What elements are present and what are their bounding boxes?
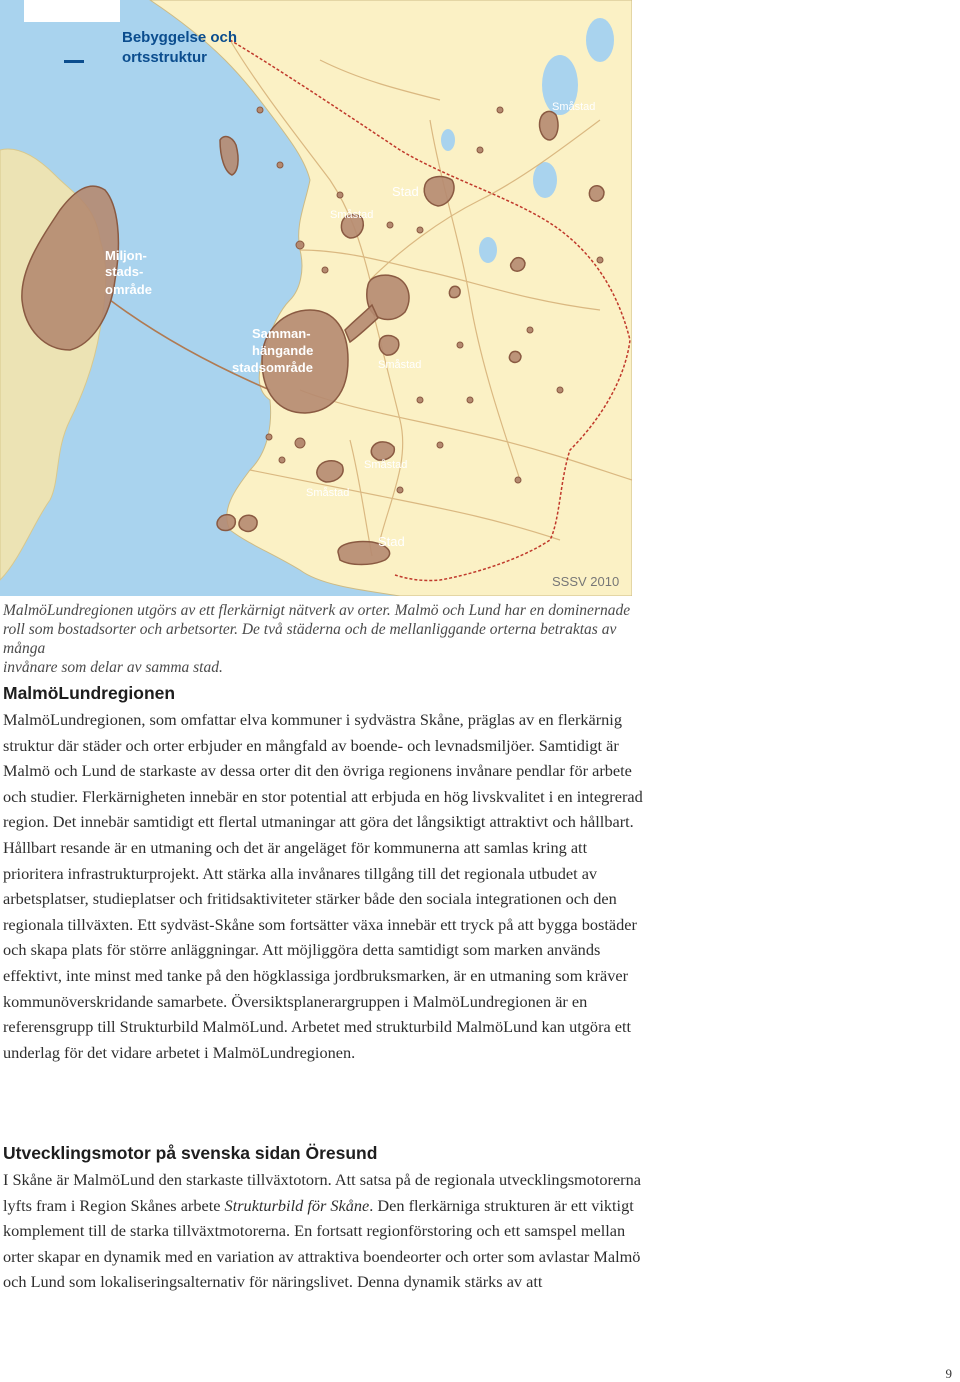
map-lake [479,237,497,263]
label-smastad: Småstad [378,359,422,371]
label-stad: Stad [392,184,419,199]
label-smastad: Småstad [330,209,374,221]
page-number: 9 [945,1366,952,1381]
urban-small-e [589,186,604,201]
label-miljonstadsomrade: område [105,282,152,297]
urban-small-s [239,515,257,531]
label-sammanhangande: Samman- [252,326,311,341]
urban-small-sw [217,515,235,531]
body-text-italic: Strukturbild för Skåne [224,1195,370,1215]
label-smastad: Småstad [306,487,350,499]
label-miljonstadsomrade: Miljon- [105,248,147,263]
urban-small-se [509,351,521,362]
label-stad: Stad [378,534,405,549]
section-heading-utvecklingsmotor: Utvecklingsmotor på svenska sidan Öresund [3,1143,378,1163]
map-legend-line [64,60,84,63]
body-text-part: . Den flerkärniga strukturen är ett viktigt komplement till de starka tillväxtmotorerna. En fortsatt regionförstoring och ett samspel mellan orter skapar en dynamik med en variation av attraktiva boendeorter och orter som avlastar Malmö och Lund som lokaliseringsalternativ för näringslivet. Denna dynamik stärks av att [3,1195,641,1292]
legend-title: Bebyggelse och [122,29,238,46]
label-smastad: Småstad [552,101,596,113]
caption-line: roll som bostadsorter och arbetsorter. De två städerna och de mellanliggande orterna betraktas av många [3,621,617,657]
map-caption [3,601,643,677]
label-sammanhangande: stadsområde [232,360,313,375]
map-legend-box [24,0,120,22]
urban-small-center2 [449,286,460,297]
caption-line: invånare som delar av samma stad. [3,659,223,676]
label-smastad: Småstad [364,459,408,471]
region-map [0,0,632,596]
map-lake [533,162,557,198]
map-credit: SSSV 2010 [552,574,620,589]
map-lake [441,129,455,151]
urban-small-ne2 [511,258,525,272]
urban-smastad-south2 [371,442,394,460]
section-heading-malmolundregionen: MalmöLundregionen [3,683,176,703]
body-text-part: I Skåne är MalmöLund den starkaste tillväxtotorn. Att satsa på de regionala utvecklingsmotorerna lyfts fram i Region Skånes arbete [3,1170,641,1215]
urban-smastad-center [379,336,399,356]
legend-title: ortsstruktur [122,49,208,66]
section-body-utvecklingsmotor [3,1167,643,1295]
urban-smastad-ne [540,111,558,140]
section-body-malmolundregionen: MalmöLundregionen, som omfattar elva kommuner i sydvästra Skåne, präglas av en flerkärnig struktur där städer och orter erbjuder en mångfald av boende- och levnadsmiljöer. Samtidigt är Malmö och Lund de starkaste av dessa orter dit den övriga regionens invånare pendlar för arbete och studier. Flerkärnigheten innebär en stor potential att erbjuda en hög livskvalitet i en integrerad region. Det innebär samtidigt ett flertal utmaningar att göra det långsiktigt attraktivt och hållbart. Hållbart resande är en utmaning och det är angeläget för kommunerna att samlas kring att prioritera infrastrukturprojekt. Att stärka alla invånares tillgång till det regionala utbudet av arbetsplatser, studieplatser och fritidsaktiviteter stärker både den sociala integrationen och den regionala tillväxten. Ett sydväst-Skåne som fortsätter växa innebär ett tryck på att bygga bostäder och skapa plats för större anläggningar. Att möjliggöra detta samtidigt som marken används effektivt, inte minst med tanke på den högklassiga jordbruksmarken, är en utmaning som kräver kommunöverskridande samarbete. Översiktsplanerargruppen i MalmöLundregionen är en referensgrupp till Strukturbild MalmöLund. Arbetet med strukturbild MalmöLund kan utgöra ett underlag för det vidare arbetet i MalmöLundregionen. [3,710,643,1062]
caption-line: MalmöLundregionen utgörs av ett flerkärnigt nätverk av orter. Malmö och Lund har en dominernade [3,602,631,619]
label-sammanhangande: hängande [252,343,314,358]
map-lake [586,18,614,62]
label-miljonstadsomrade: stads- [105,264,144,279]
